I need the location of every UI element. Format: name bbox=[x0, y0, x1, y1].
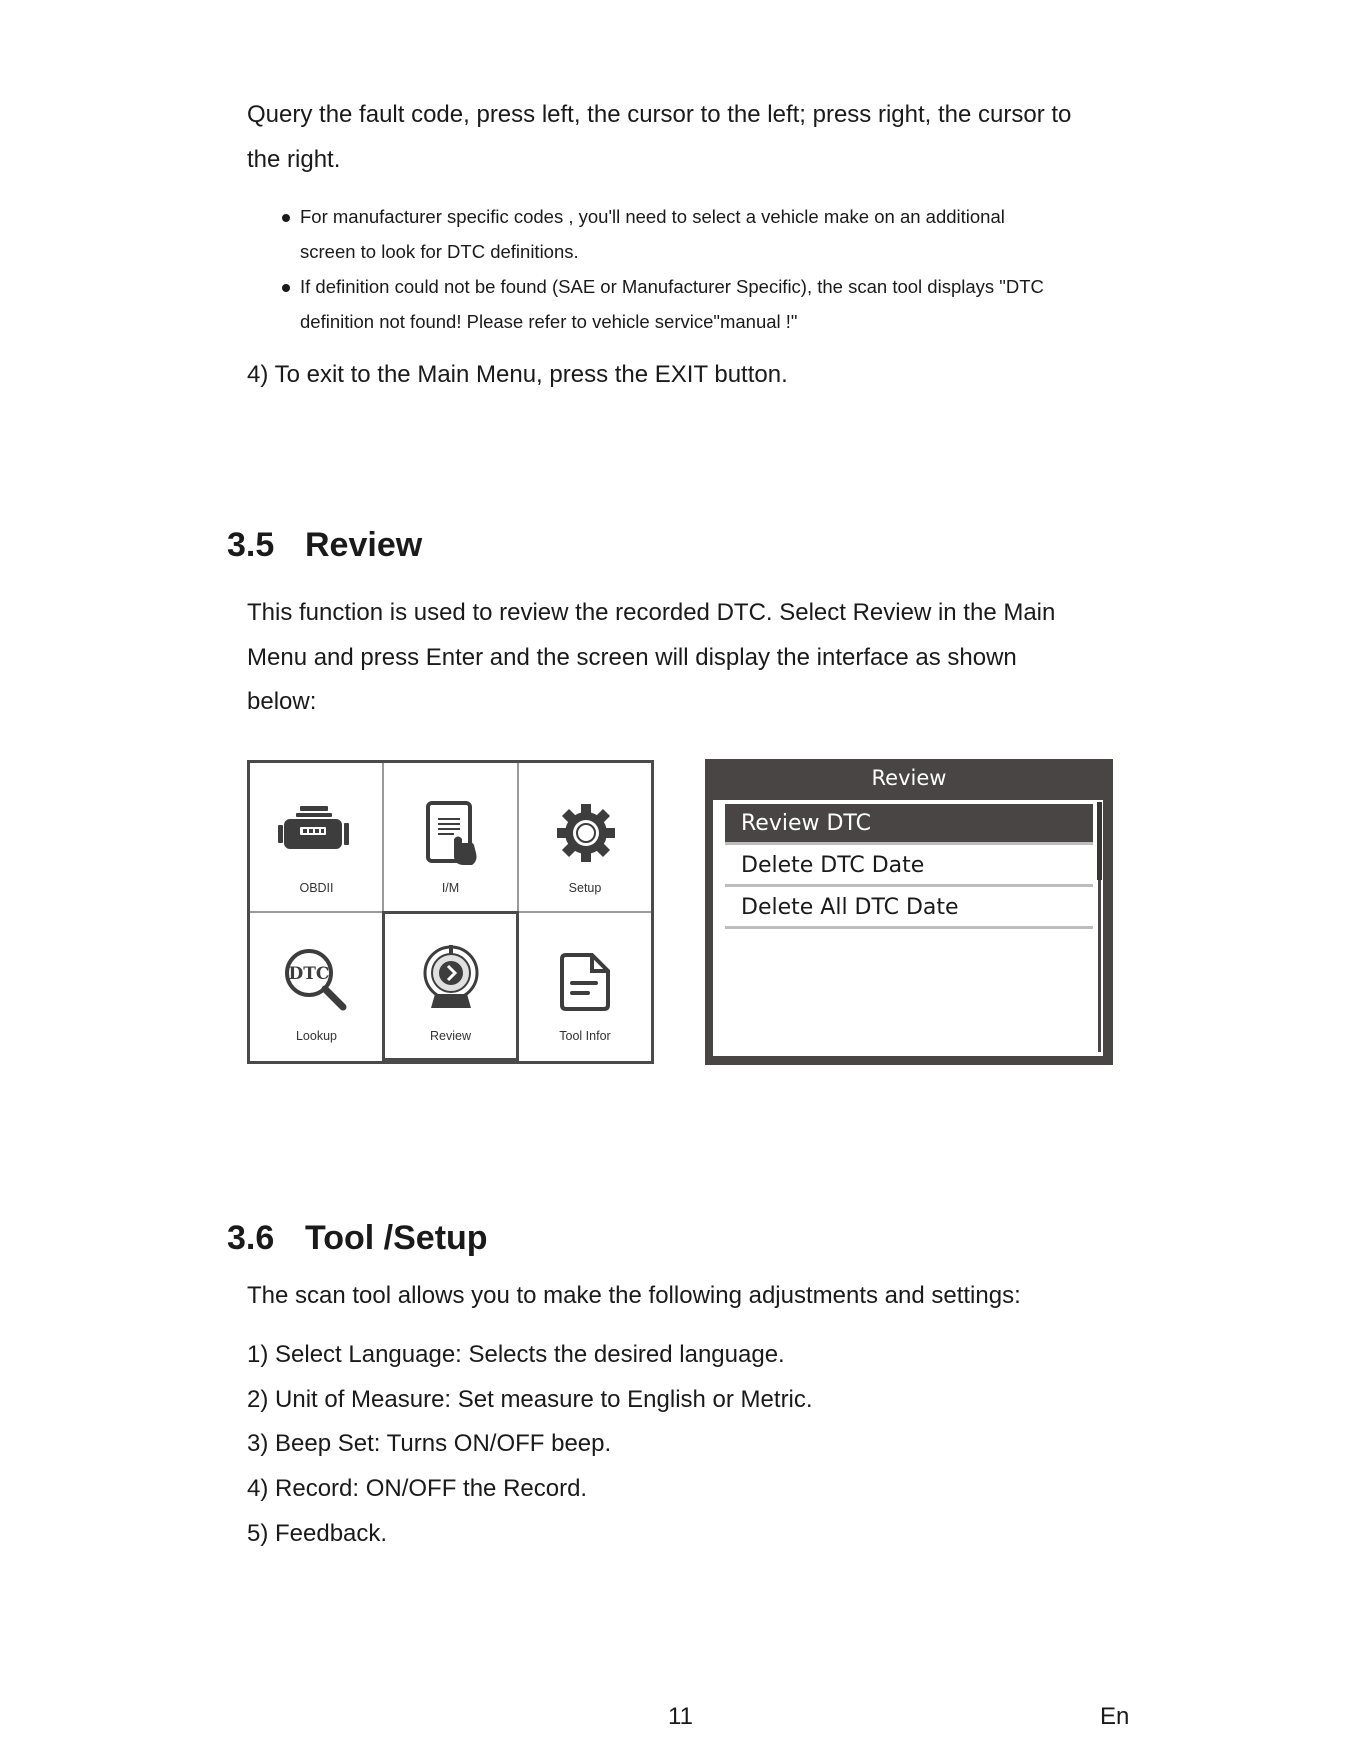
menu-label-lookup: Lookup bbox=[295, 1029, 337, 1043]
scrollbar-thumb[interactable] bbox=[1097, 802, 1102, 880]
review-list bbox=[713, 800, 1103, 1056]
review-item-review-dtc[interactable] bbox=[725, 804, 1093, 843]
menu-label-tool-infor: Tool Infor bbox=[559, 1029, 611, 1043]
section-title: Tool /Setup bbox=[305, 1219, 488, 1257]
main-menu-grid bbox=[247, 760, 654, 1064]
menu-item-im[interactable] bbox=[384, 763, 517, 912]
intro-line-1: Query the fault code, press left, the cursor to the left; press right, the cursor to bbox=[247, 101, 1072, 128]
row-divider bbox=[725, 842, 1093, 845]
review-item-delete-dtc-date[interactable] bbox=[725, 846, 1093, 885]
note-1-line-1: For manufacturer specific codes , you'll need to select a vehicle make on an additional bbox=[300, 206, 1005, 227]
tool-item-3: 3) Beep Set: Turns ON/OFF beep. bbox=[247, 1430, 612, 1457]
note-2-line-2: definition not found! Please refer to vehicle service"manual !" bbox=[300, 311, 798, 332]
review-screen-title: Review bbox=[871, 766, 947, 790]
review-para-line-3: below: bbox=[247, 688, 317, 715]
tool-intro: The scan tool allows you to make the following adjustments and settings: bbox=[247, 1282, 1021, 1309]
gear-icon bbox=[556, 803, 616, 863]
review-item-delete-all-dtc-date[interactable] bbox=[725, 888, 1093, 927]
menu-item-tool-infor[interactable] bbox=[519, 913, 651, 1061]
menu-label-obdii: OBDII bbox=[299, 881, 334, 895]
page-number: 11 bbox=[668, 1703, 693, 1730]
menu-label-setup: Setup bbox=[568, 881, 602, 895]
review-item-label: Delete All DTC Date bbox=[741, 895, 959, 920]
section-number: 3.5 bbox=[227, 526, 275, 564]
section-heading-review bbox=[227, 526, 422, 565]
document-icon bbox=[556, 951, 616, 1013]
note-1-line-2: screen to look for DTC definitions. bbox=[300, 241, 579, 262]
review-screen bbox=[705, 759, 1113, 1065]
language-marker: En bbox=[1100, 1703, 1130, 1730]
dtc-magnifier-icon bbox=[283, 947, 349, 1013]
tool-item-5: 5) Feedback. bbox=[247, 1520, 388, 1547]
selection-highlight bbox=[382, 911, 519, 1061]
section-heading-tool-setup bbox=[227, 1219, 488, 1258]
review-para-line-2: Menu and press Enter and the screen will display the interface as shown bbox=[247, 644, 1017, 671]
review-item-label: Review DTC bbox=[741, 811, 871, 836]
row-divider bbox=[725, 884, 1093, 887]
section-number: 3.6 bbox=[227, 1219, 275, 1257]
bullet-icon bbox=[282, 214, 290, 222]
bullet-icon bbox=[282, 284, 290, 292]
row-divider bbox=[725, 926, 1093, 929]
section-title: Review bbox=[305, 526, 423, 564]
menu-item-obdii[interactable] bbox=[250, 763, 383, 912]
review-para-line-1: This function is used to review the recorded DTC. Select Review in the Main bbox=[247, 599, 1056, 626]
tool-item-1: 1) Select Language: Selects the desired language. bbox=[247, 1341, 785, 1368]
menu-item-setup[interactable] bbox=[519, 763, 651, 912]
review-item-label: Delete DTC Date bbox=[741, 853, 925, 878]
menu-label-review: Review bbox=[430, 1029, 471, 1043]
tool-item-4: 4) Record: ON/OFF the Record. bbox=[247, 1475, 588, 1502]
tablet-touch-icon bbox=[424, 801, 480, 867]
intro-line-2: the right. bbox=[247, 146, 341, 173]
menu-label-im: I/M bbox=[441, 881, 460, 895]
dtc-icon-text: DTC bbox=[288, 964, 330, 984]
step-4-text: 4) To exit to the Main Menu, press the EXIT button. bbox=[247, 361, 788, 388]
engine-icon bbox=[278, 805, 354, 853]
note-2-line-1: If definition could not be found (SAE or Manufacturer Specific), the scan tool displays "DTC bbox=[300, 276, 1044, 297]
menu-item-lookup[interactable] bbox=[250, 913, 383, 1061]
tool-item-2: 2) Unit of Measure: Set measure to English or Metric. bbox=[247, 1386, 813, 1413]
